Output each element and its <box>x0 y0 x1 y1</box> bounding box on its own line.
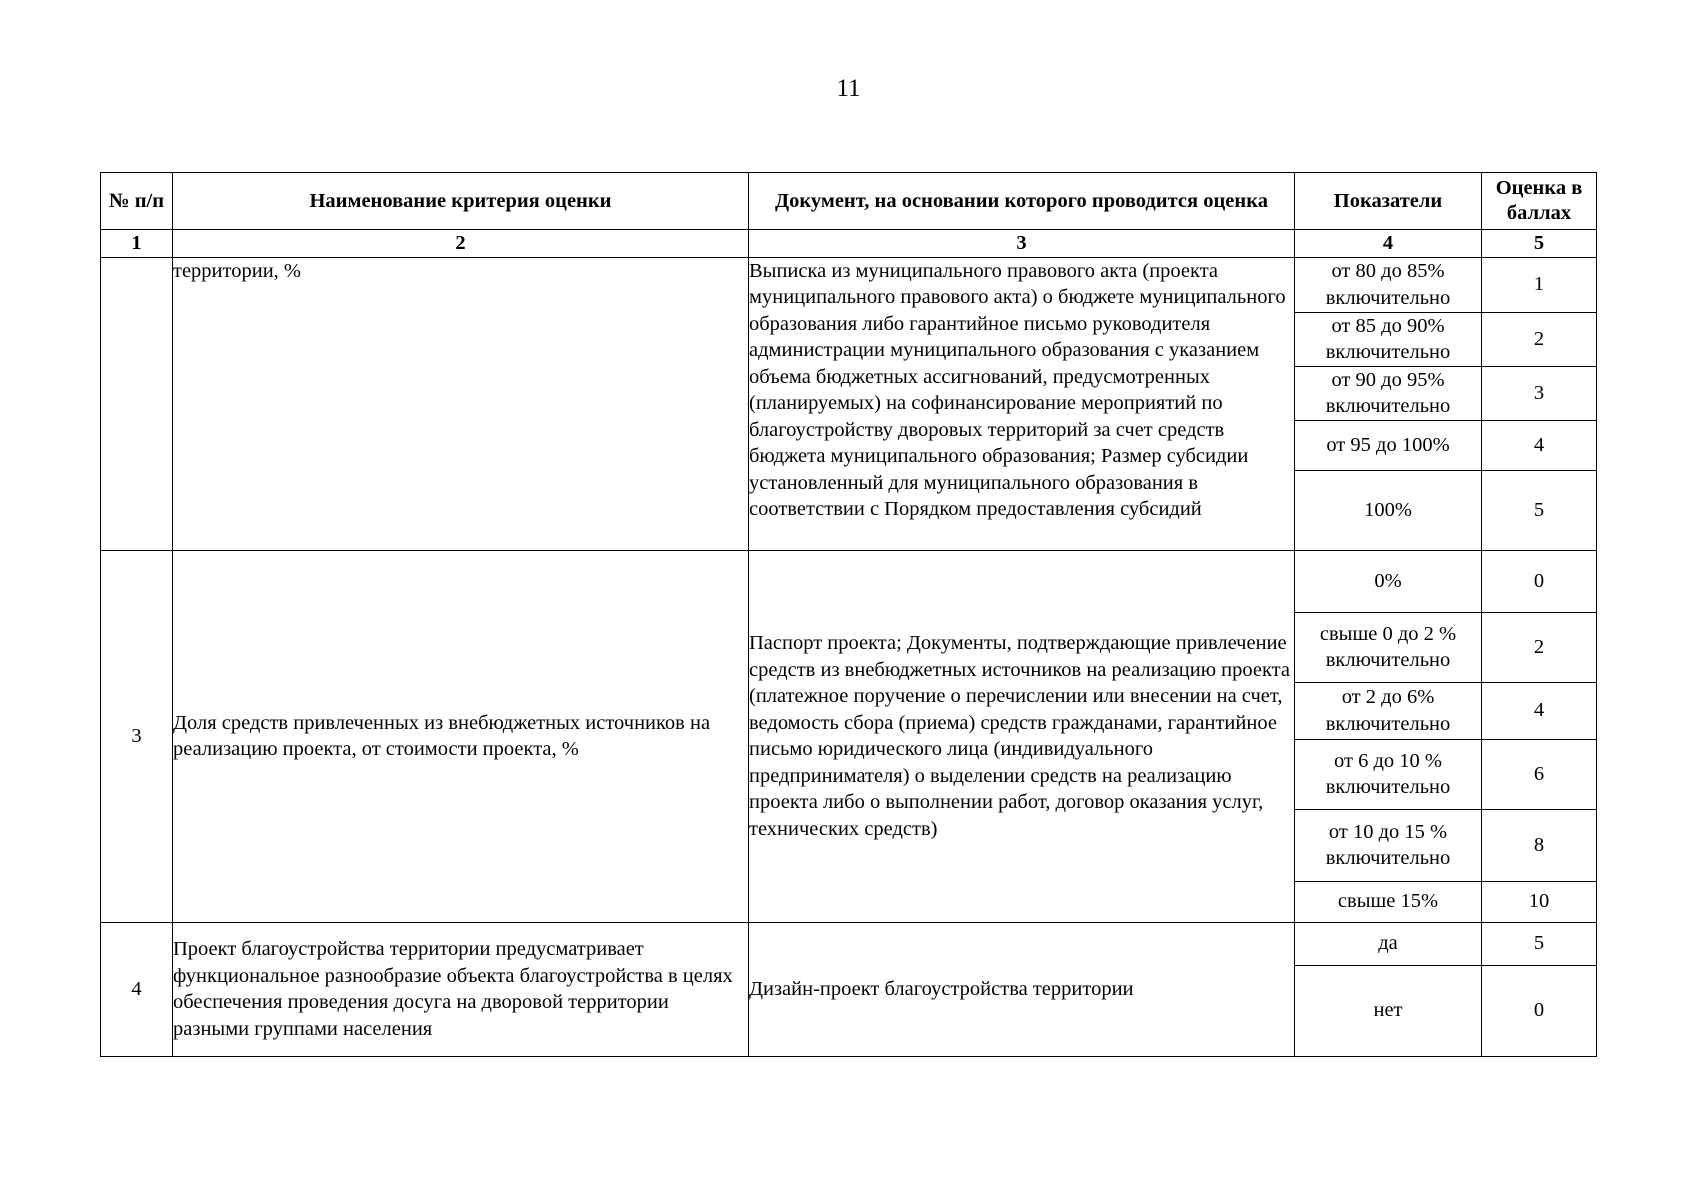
table-row <box>101 550 1597 612</box>
row-number: 3 <box>101 550 173 922</box>
row-number: 4 <box>101 922 173 1056</box>
criterion-cell: Доля средств привлеченных из внебюджетных источников на реализацию проекта, от стоимости проекта, % <box>173 550 749 922</box>
indicator-cell: от 10 до 15 % включительно <box>1295 809 1482 881</box>
column-number: 3 <box>749 230 1295 258</box>
indicator-cell: свыше 0 до 2 % включительно <box>1295 612 1482 682</box>
indicator-cell: от 95 до 100% <box>1295 420 1482 470</box>
indicator-cell: от 2 до 6% включительно <box>1295 682 1482 739</box>
document-cell: Выписка из муниципального правового акта (проекта муниципального правового акта) о бюджете муниципального образования либо гарантийное письмо руководителя администрации муниципального образования с указанием объема бюджетных ассигнований, предусмотренных (планируемых) на софинансирование мероприятий по благоустройству дворовых территорий за счет средств бюджета муниципального образования; Размер субсидии установленный для муниципального образования в соответствии с Порядком предоставления субсидий <box>749 257 1295 550</box>
indicator-cell: от 90 до 95% включительно <box>1295 366 1482 420</box>
header-indicators: Показатели <box>1295 173 1482 230</box>
indicator-cell: от 6 до 10 % включительно <box>1295 739 1482 809</box>
score-cell: 4 <box>1482 420 1597 470</box>
score-cell: 0 <box>1482 550 1597 612</box>
header-number: № п/п <box>101 173 173 230</box>
score-cell: 0 <box>1482 965 1597 1056</box>
column-number-row <box>101 230 1597 258</box>
indicator-cell: свыше 15% <box>1295 881 1482 922</box>
table-row <box>101 922 1597 965</box>
score-cell: 5 <box>1482 470 1597 550</box>
score-cell: 6 <box>1482 739 1597 809</box>
table-row <box>101 257 1597 312</box>
column-number: 4 <box>1295 230 1482 258</box>
score-cell: 5 <box>1482 922 1597 965</box>
score-cell: 8 <box>1482 809 1597 881</box>
score-cell: 1 <box>1482 257 1597 312</box>
document-cell: Паспорт проекта; Документы, подтверждающие привлечение средств из внебюджетных источников на реализацию проекта (платежное поручение о перечислении или внесении на счет, ведомость сбора (приема) средств гражданами, гарантийное письмо юридического лица (индивидуального предпринимателя) о выделении средств на реализацию проекта либо о выполнении работ, договор оказания услуг, технических средств) <box>749 550 1295 922</box>
score-cell: 2 <box>1482 312 1597 366</box>
score-cell: 2 <box>1482 612 1597 682</box>
column-number: 1 <box>101 230 173 258</box>
score-cell: 4 <box>1482 682 1597 739</box>
page-number: 11 <box>836 75 861 102</box>
header-document: Документ, на основании которого проводится оценка <box>749 173 1295 230</box>
criterion-cell: Проект благоустройства территории предусматривает функциональное разнообразие объекта благоустройства в целях обеспечения проведения досуга на дворовой территории разными группами населения <box>173 922 749 1056</box>
score-cell: 10 <box>1482 881 1597 922</box>
header-row <box>101 173 1597 230</box>
indicator-cell: от 80 до 85% включительно <box>1295 257 1482 312</box>
column-number: 2 <box>173 230 749 258</box>
indicator-cell: от 85 до 90% включительно <box>1295 312 1482 366</box>
criteria-table <box>100 172 1597 1057</box>
row-number <box>101 257 173 550</box>
column-number: 5 <box>1482 230 1597 258</box>
indicator-cell: 100% <box>1295 470 1482 550</box>
header-criterion: Наименование критерия оценки <box>173 173 749 230</box>
indicator-cell: 0% <box>1295 550 1482 612</box>
document-cell: Дизайн-проект благоустройства территории <box>749 922 1295 1056</box>
score-cell: 3 <box>1482 366 1597 420</box>
indicator-cell: да <box>1295 922 1482 965</box>
header-score: Оценка в баллах <box>1482 173 1597 230</box>
criterion-cell: территории, % <box>173 257 749 550</box>
indicator-cell: нет <box>1295 965 1482 1056</box>
